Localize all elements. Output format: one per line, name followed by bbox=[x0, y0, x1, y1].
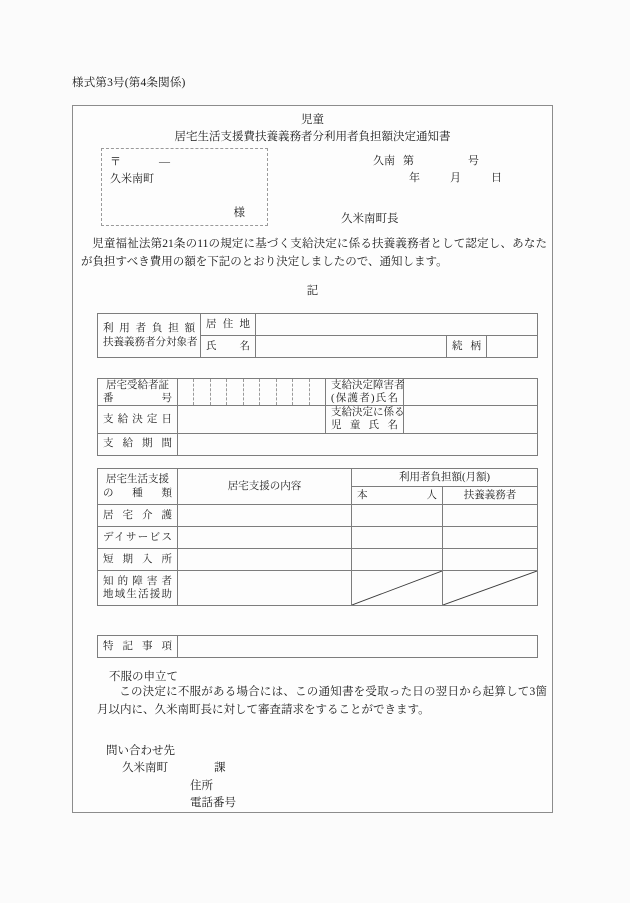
form-frame bbox=[72, 105, 553, 813]
residence-label: 居住地 bbox=[201, 314, 256, 336]
service-name-group-home-line1: 知的障害者 bbox=[103, 575, 172, 587]
strikethrough-diagonal bbox=[352, 571, 442, 605]
body-paragraph-text: 児童福祉法第21条の11の規定に基づく支給決定に係る扶養義務者として認定し、あなたが負担すべき費用の額を下記のとおり決定しましたので、通知します。 bbox=[81, 238, 547, 268]
service-supporter-day-service[interactable] bbox=[443, 527, 538, 549]
addressee-honorific: 様 bbox=[233, 207, 245, 219]
appeal-body-text: この決定に不服がある場合には、この通知書を受取った日の翌日から起算して3箇月以内に、久米南町長に対して審査請求をすることができます。 bbox=[97, 686, 547, 716]
table-row bbox=[98, 505, 538, 527]
certificate-label-line1: 居宅受給者証 bbox=[106, 380, 169, 391]
contact-phone-label: 電話番号 bbox=[190, 796, 236, 809]
document-number-line bbox=[373, 152, 479, 168]
appeal-title: 不服の申立て bbox=[109, 671, 178, 683]
date-day: 日 bbox=[491, 172, 502, 184]
recipient-row-label bbox=[98, 314, 201, 358]
service-content-day-service[interactable] bbox=[178, 527, 352, 549]
service-self-day-service[interactable] bbox=[352, 527, 443, 549]
service-name-home-care: 居宅介護 bbox=[98, 505, 178, 527]
certificate-digit[interactable] bbox=[277, 379, 293, 405]
relation-label: 続柄 bbox=[447, 336, 487, 358]
service-supporter-short-stay[interactable] bbox=[443, 549, 538, 571]
postal-mark: 〒 bbox=[110, 156, 121, 168]
certificate-number-label bbox=[98, 379, 178, 406]
child-name-label bbox=[326, 406, 404, 433]
certificate-digit[interactable] bbox=[244, 379, 260, 405]
certificate-label-line2: 番号 bbox=[103, 393, 172, 405]
certificate-number-cells[interactable] bbox=[178, 379, 326, 406]
table-row bbox=[98, 549, 538, 571]
residence-value[interactable] bbox=[256, 314, 538, 336]
service-self-home-care[interactable] bbox=[352, 505, 443, 527]
name-value[interactable] bbox=[256, 336, 447, 358]
decision-date-value[interactable] bbox=[178, 406, 326, 433]
postal-dash: ― bbox=[159, 156, 170, 168]
service-self-group-home bbox=[352, 571, 443, 606]
certificate-digit[interactable] bbox=[293, 379, 309, 405]
service-content-group-home[interactable] bbox=[178, 571, 352, 606]
table-row bbox=[98, 469, 538, 487]
beneficiary-name-value[interactable] bbox=[404, 379, 538, 406]
table-row bbox=[98, 314, 538, 336]
child-label-line1: 支給決定に係る bbox=[331, 407, 405, 419]
table-row bbox=[98, 379, 538, 406]
contact-heading: 問い合わせ先 bbox=[106, 745, 175, 757]
service-supporter-home-care[interactable] bbox=[443, 505, 538, 527]
remarks-label: 特記事項 bbox=[98, 636, 178, 658]
beneficiary-name-label bbox=[326, 379, 404, 406]
beneficiary-label-line1: 支給決定障害者 bbox=[331, 380, 405, 391]
certificate-digit-boxes[interactable] bbox=[178, 379, 325, 405]
remarks-table bbox=[97, 635, 538, 658]
body-paragraph bbox=[81, 236, 547, 272]
service-name-group-home-line2: 地域生活援助 bbox=[103, 589, 172, 600]
certificate-digit[interactable] bbox=[260, 379, 276, 405]
certificate-digit[interactable] bbox=[227, 379, 243, 405]
support-period-value[interactable] bbox=[178, 433, 538, 455]
table-row bbox=[98, 433, 538, 455]
addressee-box bbox=[101, 148, 268, 226]
service-type-header bbox=[98, 469, 178, 505]
document-date-line bbox=[409, 169, 502, 185]
decision-table bbox=[97, 378, 538, 456]
document-number-dai: 第 bbox=[403, 155, 414, 167]
child-name-value[interactable] bbox=[404, 406, 538, 433]
service-type-header-line2: の種類 bbox=[103, 487, 172, 499]
form-number: 様式第3号(第4条関係) bbox=[72, 77, 186, 89]
addressee-town: 久米南町 bbox=[110, 173, 154, 185]
appeal-body bbox=[97, 684, 547, 720]
contact-town-line bbox=[106, 760, 236, 777]
support-period-label: 支給期間 bbox=[98, 433, 178, 455]
service-self-short-stay[interactable] bbox=[352, 549, 443, 571]
certificate-digit[interactable] bbox=[211, 379, 227, 405]
relation-value[interactable] bbox=[487, 336, 538, 358]
service-name-short-stay: 短期入所 bbox=[98, 549, 178, 571]
issuer-name: 久米南町長 bbox=[341, 213, 399, 225]
decision-date-label: 支給決定日 bbox=[98, 406, 178, 433]
table-row bbox=[98, 527, 538, 549]
title-block bbox=[73, 112, 552, 145]
ki-mark: 記 bbox=[306, 285, 319, 297]
service-type-header-line1: 居宅生活支援 bbox=[106, 474, 169, 486]
remarks-value[interactable] bbox=[178, 636, 538, 658]
burden-self-header: 本人 bbox=[352, 487, 443, 505]
recipient-table bbox=[97, 313, 538, 358]
table-row bbox=[98, 406, 538, 433]
service-content-header: 居宅支援の内容 bbox=[178, 469, 352, 505]
postal-code-line bbox=[110, 153, 170, 169]
beneficiary-label-line2: (保護者)氏名 bbox=[331, 393, 398, 405]
certificate-digit[interactable] bbox=[178, 379, 194, 405]
recipient-row-label-line1: 利用者負担額 bbox=[103, 323, 195, 335]
table-row bbox=[98, 571, 538, 606]
service-supporter-group-home bbox=[443, 571, 538, 606]
burden-supporter-header: 扶養義務者 bbox=[443, 487, 538, 505]
strikethrough-diagonal bbox=[443, 571, 537, 605]
contact-phone-line bbox=[106, 795, 236, 812]
date-year: 年 bbox=[409, 172, 420, 184]
name-label: 氏名 bbox=[201, 336, 256, 358]
certificate-digit[interactable] bbox=[194, 379, 210, 405]
service-content-short-stay[interactable] bbox=[178, 549, 352, 571]
service-content-home-care[interactable] bbox=[178, 505, 352, 527]
service-name-group-home bbox=[98, 571, 178, 606]
title-line-1: 児童 bbox=[301, 114, 324, 126]
services-table bbox=[97, 468, 538, 606]
document-number-suffix: 号 bbox=[468, 155, 479, 167]
contact-block bbox=[106, 743, 236, 812]
contact-address-line bbox=[106, 778, 236, 795]
document-number-prefix: 久南 bbox=[373, 155, 395, 167]
page-title: 居宅生活支援費扶養義務者分利用者負担額決定通知書 bbox=[174, 130, 451, 143]
contact-address-label: 住所 bbox=[190, 779, 213, 792]
recipient-row-label-line2: 扶養義務者分対象者 bbox=[103, 336, 198, 348]
child-label-line2: 児童氏名 bbox=[331, 420, 398, 432]
date-month: 月 bbox=[450, 172, 461, 184]
burden-group-header: 利用者負担額(月額) bbox=[352, 469, 538, 487]
certificate-digit[interactable] bbox=[310, 379, 325, 405]
service-name-day-service: デイサービス bbox=[98, 527, 178, 549]
table-row bbox=[98, 636, 538, 658]
contact-department: 課 bbox=[214, 762, 226, 775]
contact-town: 久米南町 bbox=[122, 762, 168, 775]
